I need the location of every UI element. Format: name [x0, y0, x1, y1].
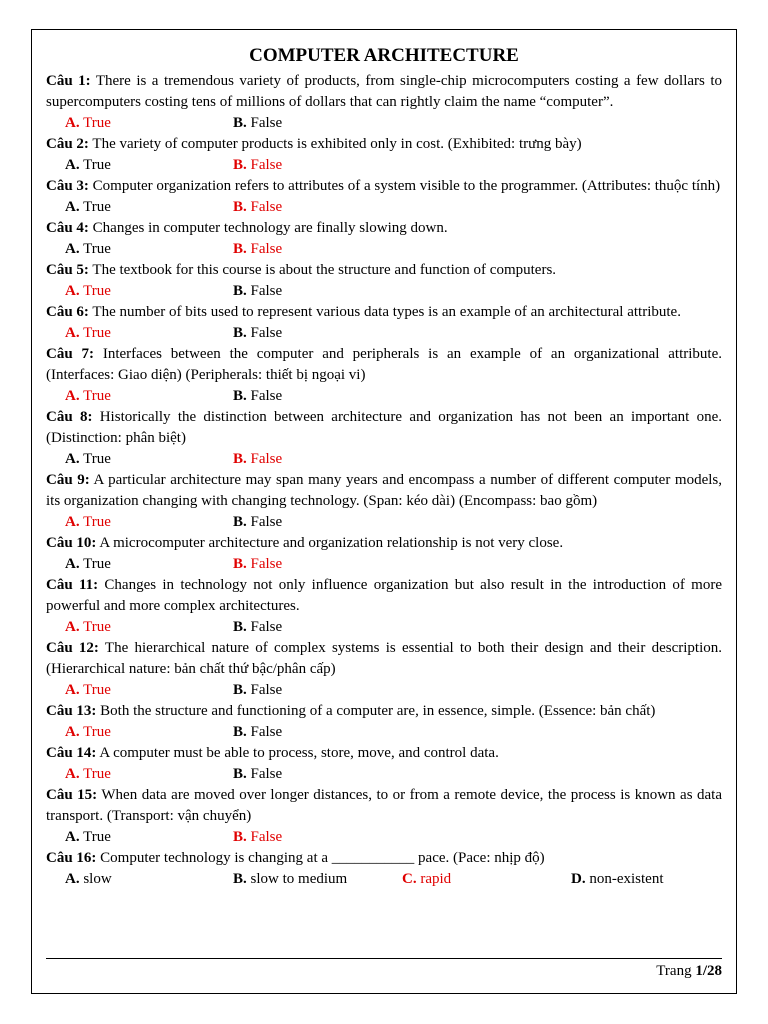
option-letter: B.	[233, 766, 247, 782]
option-letter: A.	[65, 871, 80, 887]
answer-options	[46, 869, 722, 890]
option-text: True	[79, 766, 111, 782]
answer-option-a-correct	[65, 386, 111, 407]
question-body: Both the structure and functioning of a computer are, in essence, simple. (Essence: bản chất)	[96, 703, 656, 719]
page-number	[656, 961, 722, 981]
option-letter: B.	[233, 682, 247, 698]
question-text	[46, 638, 722, 680]
option-letter: A.	[65, 682, 80, 698]
option-letter: A.	[65, 619, 80, 635]
option-letter: B.	[233, 241, 247, 257]
question-body: Historically the distinction between architecture and organization has not been an important one. (Distinction: phân biệt)	[46, 409, 722, 446]
option-text: True	[79, 241, 111, 257]
option-letter: A.	[65, 199, 80, 215]
question-number: Câu 3:	[46, 178, 89, 194]
option-text: False	[246, 682, 283, 698]
option-letter: A.	[65, 556, 80, 572]
answer-options	[46, 617, 722, 638]
answer-option-d	[571, 869, 664, 890]
option-text: False	[246, 388, 283, 404]
option-text: False	[246, 724, 283, 740]
option-letter: A.	[65, 766, 80, 782]
question-body: Computer technology is changing at a ___________ pace. (Pace: nhịp độ)	[96, 850, 545, 866]
option-text: rapid	[416, 871, 452, 887]
answer-option-a	[65, 449, 111, 470]
document-title: COMPUTER ARCHITECTURE	[249, 45, 519, 66]
option-letter: B.	[233, 451, 247, 467]
option-text: True	[79, 325, 111, 341]
answer-options	[46, 554, 722, 575]
answer-option-b	[233, 323, 282, 344]
answer-options	[46, 722, 722, 743]
option-text: slow to medium	[246, 871, 348, 887]
option-letter: D.	[571, 871, 586, 887]
option-text: True	[79, 682, 111, 698]
option-text: False	[246, 451, 283, 467]
option-text: False	[246, 199, 283, 215]
answer-option-b-correct	[233, 155, 282, 176]
question-number: Câu 6:	[46, 304, 89, 320]
option-letter: A.	[65, 115, 80, 131]
question-text	[46, 176, 722, 197]
question-number: Câu 1:	[46, 73, 91, 89]
answer-option-a-correct	[65, 323, 111, 344]
answer-option-b	[233, 386, 282, 407]
page-number-value: 1/28	[695, 963, 722, 979]
answer-option-a-correct	[65, 680, 111, 701]
question-number: Câu 4:	[46, 220, 89, 236]
option-text: True	[79, 829, 111, 845]
question-body: Changes in technology not only influence organization but also result in the introduction of more powerful and more complex architectures.	[46, 577, 723, 614]
option-text: True	[79, 514, 111, 530]
answer-option-b	[233, 617, 282, 638]
answer-options	[46, 764, 722, 785]
option-text: False	[246, 829, 283, 845]
question-number: Câu 5:	[46, 262, 89, 278]
question-number: Câu 8:	[46, 409, 93, 425]
option-letter: B.	[233, 199, 247, 215]
answer-options	[46, 113, 722, 134]
option-text: True	[79, 619, 111, 635]
question-text	[46, 302, 722, 323]
option-letter: A.	[65, 451, 80, 467]
answer-option-b	[233, 869, 347, 890]
option-text: slow	[79, 871, 112, 887]
option-text: False	[246, 157, 283, 173]
question-text	[46, 848, 722, 869]
question-body: A computer must be able to process, store, move, and control data.	[96, 745, 499, 761]
option-letter: A.	[65, 724, 80, 740]
answer-option-a	[65, 827, 111, 848]
option-text: False	[246, 115, 283, 131]
answer-options	[46, 281, 722, 302]
answer-option-a	[65, 869, 112, 890]
question-text	[46, 134, 722, 155]
question-number: Câu 13:	[46, 703, 97, 719]
answer-options	[46, 512, 722, 533]
answer-options	[46, 449, 722, 470]
option-text: False	[246, 283, 283, 299]
question-body: Computer organization refers to attributes of a system visible to the programmer. (Attributes: thuộc tính)	[88, 178, 721, 194]
option-text: non-existent	[585, 871, 664, 887]
answer-option-a-correct	[65, 722, 111, 743]
answer-option-a-correct	[65, 512, 111, 533]
question-body: The number of bits used to represent various data types is an example of an architectural attribute.	[88, 304, 681, 320]
option-letter: B.	[233, 325, 247, 341]
page-number-prefix: Trang	[656, 963, 696, 979]
option-letter: C.	[402, 871, 417, 887]
option-letter: B.	[233, 283, 247, 299]
answer-option-b	[233, 512, 282, 533]
question-body: When data are moved over longer distances, to or from a remote device, the process is known as data transport. (Transport: vận chuyển)	[46, 787, 723, 824]
answer-option-b-correct	[233, 449, 282, 470]
question-text	[46, 407, 722, 449]
option-text: False	[246, 619, 283, 635]
option-text: False	[246, 556, 283, 572]
answer-option-a	[65, 155, 111, 176]
answer-option-c-correct	[402, 869, 451, 890]
answer-option-a-correct	[65, 281, 111, 302]
option-letter: A.	[65, 241, 80, 257]
answer-options	[46, 239, 722, 260]
answer-option-a-correct	[65, 113, 111, 134]
answer-option-a-correct	[65, 617, 111, 638]
question-number: Câu 10:	[46, 535, 97, 551]
option-letter: B.	[233, 157, 247, 173]
option-letter: B.	[233, 556, 247, 572]
answer-option-a	[65, 239, 111, 260]
question-body: The variety of computer products is exhibited only in cost. (Exhibited: trưng bày)	[88, 136, 582, 152]
option-text: False	[246, 241, 283, 257]
answer-option-b	[233, 680, 282, 701]
option-letter: B.	[233, 829, 247, 845]
question-number: Câu 16:	[46, 850, 97, 866]
option-letter: A.	[65, 388, 80, 404]
question-text	[46, 743, 722, 764]
answer-options	[46, 827, 722, 848]
footer-divider	[46, 958, 722, 959]
question-number: Câu 14:	[46, 745, 97, 761]
option-letter: A.	[65, 514, 80, 530]
answer-options	[46, 197, 722, 218]
answer-option-b-correct	[233, 239, 282, 260]
option-text: True	[79, 556, 111, 572]
question-number: Câu 9:	[46, 472, 90, 488]
option-letter: A.	[65, 829, 80, 845]
answer-options	[46, 323, 722, 344]
answer-option-a	[65, 197, 111, 218]
question-body: Interfaces between the computer and peripherals is an example of an organizational attribute. (Interfaces: Giao diện) (Peripherals: thiết bị ngoại vi)	[46, 346, 722, 383]
question-body: A particular architecture may span many years and encompass a number of different computer models, its organization changing with changing technology. (Span: kéo dài) (Encompass: bao gồm)	[46, 472, 723, 509]
option-text: True	[79, 157, 111, 173]
document-body	[46, 42, 722, 890]
answer-option-a	[65, 554, 111, 575]
question-text	[46, 701, 722, 722]
option-letter: B.	[233, 871, 247, 887]
question-text	[46, 785, 722, 827]
answer-options	[46, 386, 722, 407]
answer-option-a-correct	[65, 764, 111, 785]
question-body: The textbook for this course is about the structure and function of computers.	[88, 262, 557, 278]
question-text	[46, 470, 722, 512]
option-text: True	[79, 724, 111, 740]
question-number: Câu 12:	[46, 640, 99, 656]
option-letter: B.	[233, 724, 247, 740]
question-body: The hierarchical nature of complex systems is essential to both their design and their description. (Hierarchical nature: bản chất thứ bậc/phân cấp)	[46, 640, 722, 677]
question-list	[46, 71, 722, 890]
answer-option-b	[233, 113, 282, 134]
answer-option-b	[233, 281, 282, 302]
question-body: Changes in computer technology are finally slowing down.	[88, 220, 448, 236]
option-letter: A.	[65, 283, 80, 299]
option-letter: B.	[233, 619, 247, 635]
option-text: False	[246, 766, 283, 782]
question-body: There is a tremendous variety of products, from single-chip microcomputers costing a few dollars to supercomputers costing tens of millions of dollars that can rightly claim the name “computer”.	[46, 73, 723, 110]
option-text: False	[246, 514, 283, 530]
answer-option-b-correct	[233, 197, 282, 218]
question-text	[46, 218, 722, 239]
option-text: True	[79, 388, 111, 404]
option-letter: B.	[233, 388, 247, 404]
option-letter: B.	[233, 514, 247, 530]
answer-option-b-correct	[233, 827, 282, 848]
question-text	[46, 344, 722, 386]
question-number: Câu 15:	[46, 787, 98, 803]
option-text: True	[79, 199, 111, 215]
question-text	[46, 575, 722, 617]
option-text: False	[246, 325, 283, 341]
answer-option-b	[233, 764, 282, 785]
answer-option-b-correct	[233, 554, 282, 575]
option-text: True	[79, 115, 111, 131]
question-number: Câu 11:	[46, 577, 99, 593]
question-number: Câu 2:	[46, 136, 89, 152]
option-text: True	[79, 283, 111, 299]
question-body: A microcomputer architecture and organization relationship is not very close.	[96, 535, 564, 551]
answer-option-b	[233, 722, 282, 743]
option-letter: B.	[233, 115, 247, 131]
question-text	[46, 260, 722, 281]
option-letter: A.	[65, 325, 80, 341]
option-letter: A.	[65, 157, 80, 173]
option-text: True	[79, 451, 111, 467]
question-text	[46, 71, 722, 113]
answer-options	[46, 680, 722, 701]
question-text	[46, 533, 722, 554]
answer-options	[46, 155, 722, 176]
question-number: Câu 7:	[46, 346, 94, 362]
